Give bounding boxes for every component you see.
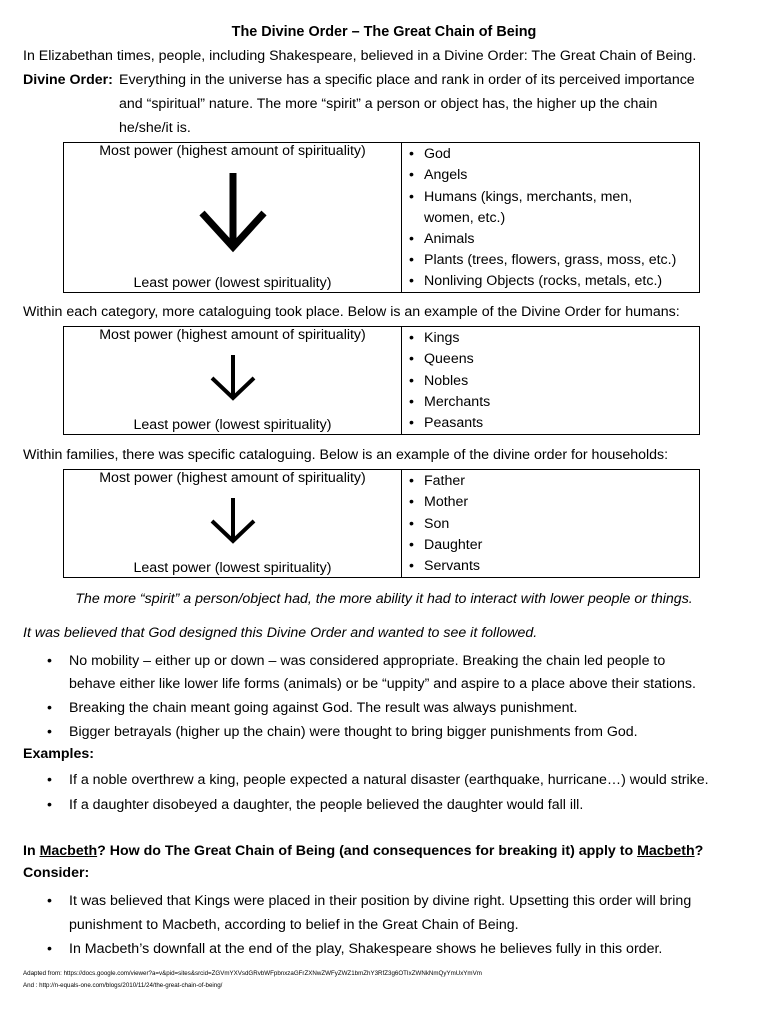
list-item: • Animals [402, 229, 699, 250]
down-arrow-icon [208, 497, 258, 545]
chain-table-universe [63, 142, 700, 293]
definition-term: Divine Order: [23, 72, 113, 88]
list-item: • Plants (trees, flowers, grass, moss, etc.) [402, 250, 699, 271]
list-item: • Queens [402, 349, 699, 370]
list-item: • No mobility – either up or down – was considered appropriate. Breaking the chain led people to behave either like lower life forms (animals) or be “uppity” and aspire to a place above their stations. [23, 650, 696, 696]
power-scale-cell [64, 470, 402, 578]
list-item: • God [402, 144, 699, 165]
most-power-label: Most power (highest amount of spirituality) [99, 327, 366, 343]
ranking-list-cell [402, 470, 700, 578]
section-households-intro: Within families, there was specific cataloguing. Below is an example of the divine order for households: [23, 447, 669, 463]
god-note: It was believed that God designed this Divine Order and wanted to see it followed. [23, 625, 538, 641]
ranking-list-cell [402, 143, 700, 293]
definition-line-1: Everything in the universe has a specific place and rank in order of its perceived importance [119, 72, 695, 88]
universe-ranking-list [402, 144, 699, 292]
chain-table-humans [63, 326, 700, 435]
consider-list [23, 889, 691, 961]
section-humans-intro: Within each category, more cataloguing took place. Below is an example of the Divine Order for humans: [23, 304, 680, 320]
chain-table-households [63, 469, 700, 578]
list-item: • If a noble overthrew a king, people expected a natural disaster (earthquake, hurricane…) would strike. [23, 769, 709, 792]
most-power-label: Most power (highest amount of spirituality) [99, 143, 366, 159]
examples-list [23, 769, 709, 817]
list-item: • Nobles [402, 371, 699, 392]
human-ranking-list [402, 328, 699, 434]
household-ranking-list [402, 471, 699, 577]
definition-line-2: and “spiritual” nature. The more “spirit” a person or object has, the higher up the chain [119, 96, 658, 112]
list-item: • Servants [402, 556, 699, 577]
list-item: • Nonliving Objects (rocks, metals, etc.) [402, 271, 699, 292]
down-arrow-icon [208, 354, 258, 402]
intro-text: In Elizabethan times, people, including Shakespeare, believed in a Divine Order: The Great Chain of Being. [23, 48, 697, 64]
list-item: • It was believed that Kings were placed in their position by divine right. Upsetting this order will bring punishment to Macbeth, according to belief in the Great Chain of Being. [23, 889, 691, 937]
power-scale-cell [64, 143, 402, 293]
page-title: The Divine Order – The Great Chain of Being [231, 24, 537, 40]
macbeth-question: In Macbeth? How do The Great Chain of Being (and consequences for breaking it) apply to Macbeth? [23, 843, 704, 859]
list-item: • Kings [402, 328, 699, 349]
list-item: • Daughter [402, 535, 699, 556]
list-item: • Son [402, 514, 699, 535]
most-power-label: Most power (highest amount of spirituality) [99, 470, 366, 486]
definition-line-3: he/she/it is. [119, 120, 191, 136]
list-item: • Humans (kings, merchants, men, women, etc.) [402, 187, 699, 229]
list-item: • Peasants [402, 413, 699, 434]
list-item: • Angels [402, 165, 699, 186]
list-item: • Breaking the chain meant going against God. The result was always punishment. [23, 697, 696, 720]
list-item: • Father [402, 471, 699, 492]
least-power-label: Least power (lowest spirituality) [133, 417, 332, 434]
power-scale-cell [64, 327, 402, 435]
footer-source-1: Adapted from: https://docs.google.com/viewer?a=v&pid=sites&srcid=ZGVmYXVsdGRvbWFpbnxzaGFrZXNwZWFyZWZ1bmZhY3RfZ3g6OTIxZWNkNmQyYmUxYmVm [23, 970, 482, 977]
list-item: • If a daughter disobeyed a daughter, the people believed the daughter would fall ill. [23, 794, 709, 817]
ranking-list-cell [402, 327, 700, 435]
down-arrow-icon [198, 171, 268, 253]
beliefs-list [23, 650, 696, 744]
spirit-note: The more “spirit” a person/object had, the more ability it had to interact with lower people or things. [75, 591, 693, 607]
footer-source-2: And : http://n-equals-one.com/blogs/2010/11/24/the-great-chain-of-being/ [23, 982, 223, 989]
least-power-label: Least power (lowest spirituality) [133, 275, 332, 292]
list-item: • Bigger betrayals (higher up the chain) were thought to bring bigger punishments from God. [23, 721, 696, 744]
examples-heading: Examples: [23, 746, 94, 762]
list-item: • Mother [402, 492, 699, 513]
list-item: • In Macbeth’s downfall at the end of the play, Shakespeare shows he believes fully in this order. [23, 937, 691, 961]
least-power-label: Least power (lowest spirituality) [133, 560, 332, 577]
list-item: • Merchants [402, 392, 699, 413]
consider-heading: Consider: [23, 865, 90, 881]
